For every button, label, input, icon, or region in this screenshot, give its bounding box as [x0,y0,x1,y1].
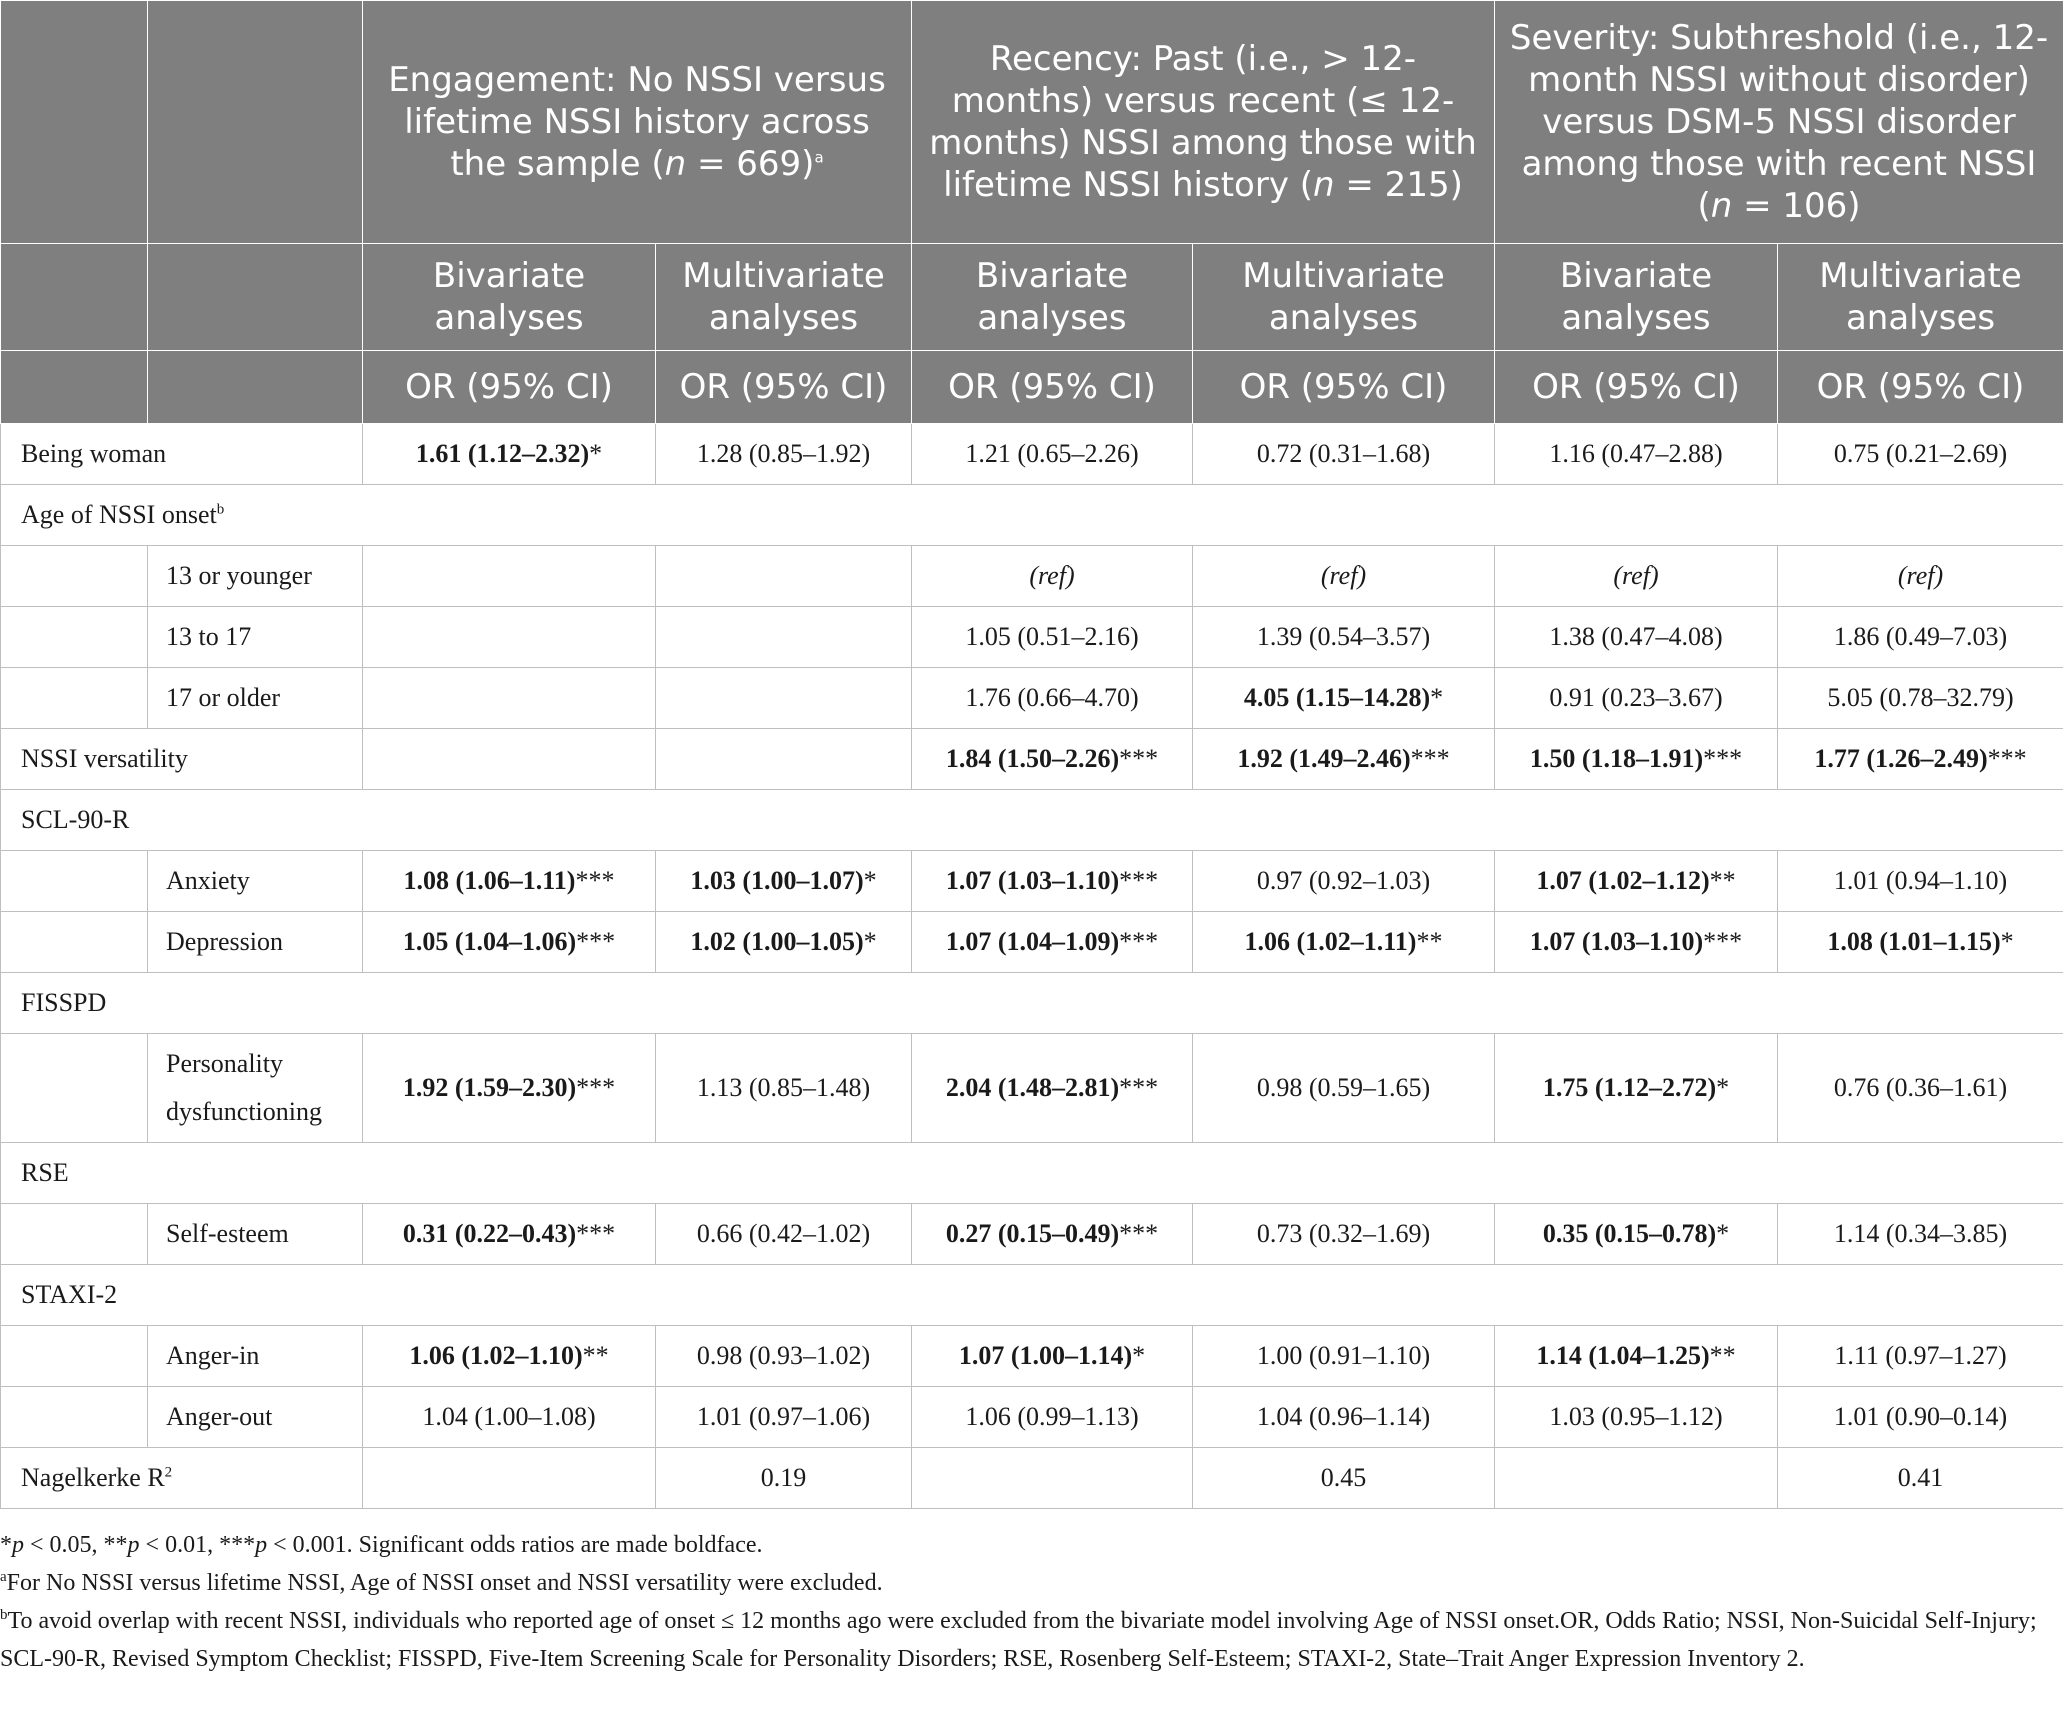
odds-ratio-cell: 1.16 (0.47–2.88) [1495,424,1778,485]
odds-ratio-cell: 1.08 (1.01–1.15)* [1778,912,2063,973]
odds-ratio-cell: 1.50 (1.18–1.91)*** [1495,729,1778,790]
row-label: Being woman [1,424,363,485]
odds-ratio-cell: 1.04 (0.96–1.14) [1193,1387,1495,1448]
odds-ratio-cell [363,607,656,668]
odds-ratio-cell: 1.07 (1.03–1.10)*** [912,851,1193,912]
significance-stars: ** [1416,927,1443,956]
significance-stars: ** [1709,1341,1736,1370]
row-sublabel: 13 to 17 [148,607,363,668]
section-label: STAXI-2 [1,1265,2063,1326]
header-blank-2 [148,1,363,244]
table-row [1,729,2063,790]
odds-ratio-cell: 0.35 (0.15–0.78)* [1495,1204,1778,1265]
odds-ratio-cell: 1.92 (1.59–2.30)*** [363,1034,656,1143]
odds-ratio-cell: 1.28 (0.85–1.92) [656,424,912,485]
odds-ratio-cell: 1.13 (0.85–1.48) [656,1034,912,1143]
odds-ratio-cell [363,668,656,729]
table-row [1,546,2063,607]
odds-ratio-cell: 1.01 (0.90–0.14) [1778,1387,2063,1448]
header-group-engagement: Engagement: No NSSI versus lifetime NSSI history across the sample (n = 669)$^a$ [363,1,912,244]
significance-stars: *** [576,1073,616,1102]
table-header [1,1,2063,424]
odds-ratio-cell: 1.00 (0.91–1.10) [1193,1326,1495,1387]
odds-ratio-cell: 0.72 (0.31–1.68) [1193,424,1495,485]
note-b: $^b$To avoid overlap with recent NSSI, individuals who reported age of onset ≤ 12 months ago were excluded from the bivariate model involving Age of NSSI onset.OR, Odds Ratio; NSSI, Non-Suicidal Self-Injury; SCL-90-R, Revised Symptom Checklist; FISSPD, Five-Item Screening Scale for Personality Disorders; RSE, Rosenberg Self-Esteem; STAXI-2, State–Trait Anger Expression Inventory 2. [0,1607,2037,1672]
table-row [1,790,2063,851]
odds-ratio-cell: 0.98 (0.59–1.65) [1193,1034,1495,1143]
indent-cell [1,1326,148,1387]
odds-ratio-cell [656,668,912,729]
odds-ratio-cell [363,546,656,607]
odds-ratio-cell: 0.19 [656,1448,912,1509]
row-sublabel: 13 or younger [148,546,363,607]
significance-stars: * [589,439,603,468]
odds-ratio-cell: 1.06 (1.02–1.11)** [1193,912,1495,973]
header-blank-6 [148,351,363,424]
odds-ratio-cell [912,1448,1193,1509]
odds-ratio-cell: 1.14 (1.04–1.25)** [1495,1326,1778,1387]
odds-ratio-cell: 0.73 (0.32–1.69) [1193,1204,1495,1265]
odds-ratio-cell [1495,1448,1778,1509]
odds-ratio-cell: 0.66 (0.42–1.02) [656,1204,912,1265]
significance-stars: *** [1987,744,2027,773]
section-label: Age of NSSI onset$^b$ [1,485,2063,546]
indent-cell [1,1204,148,1265]
header-analysis: Bivariate analyses [1495,244,1778,351]
odds-ratio-cell [363,1448,656,1509]
odds-ratio-cell: 1.21 (0.65–2.26) [912,424,1193,485]
odds-ratio-cell: 1.07 (1.02–1.12)** [1495,851,1778,912]
significance-stars: *** [575,866,615,895]
table-row [1,1034,2063,1143]
significance-stars: *** [1119,866,1159,895]
significance-stars: ** [1709,866,1736,895]
header-analysis: Bivariate analyses [912,244,1193,351]
odds-ratio-cell: 1.76 (0.66–4.70) [912,668,1193,729]
odds-ratio-cell [656,607,912,668]
header-analysis: Multivariate analyses [656,244,912,351]
indent-cell [1,1387,148,1448]
table-row [1,1448,2063,1509]
odds-ratio-cell [656,546,912,607]
odds-ratio-cell: 2.04 (1.48–2.81)*** [912,1034,1193,1143]
odds-ratio-cell: 1.61 (1.12–2.32)* [363,424,656,485]
indent-cell [1,668,148,729]
odds-ratio-cell: 0.97 (0.92–1.03) [1193,851,1495,912]
row-sublabel: Anger-out [148,1387,363,1448]
header-stat: OR (95% CI) [912,351,1193,424]
table-row [1,607,2063,668]
section-label: FISSPD [1,973,2063,1034]
row-sublabel: Anger-in [148,1326,363,1387]
odds-ratio-cell: 1.04 (1.00–1.08) [363,1387,656,1448]
section-label: RSE [1,1143,2063,1204]
indent-cell [1,1034,148,1143]
significance-stars: *** [1703,927,1743,956]
significance-stars: *** [1410,744,1450,773]
odds-ratio-cell: (ref) [1495,546,1778,607]
header-stat: OR (95% CI) [363,351,656,424]
header-stat: OR (95% CI) [1495,351,1778,424]
odds-ratio-cell: 1.05 (1.04–1.06)*** [363,912,656,973]
odds-ratio-cell: 0.45 [1193,1448,1495,1509]
odds-ratio-cell: 1.03 (1.00–1.07)* [656,851,912,912]
row-label: Nagelkerke $R^2$ [1,1448,363,1509]
significance-stars: * [863,866,877,895]
header-analysis: Bivariate analyses [363,244,656,351]
odds-ratio-cell: (ref) [1193,546,1495,607]
row-sublabel: 17 or older [148,668,363,729]
header-group-severity: Severity: Subthreshold (i.e., 12-month NSSI without disorder) versus DSM-5 NSSI disorder among those with recent NSSI (n = 106) [1495,1,2063,244]
odds-ratio-cell: 4.05 (1.15–14.28)* [1193,668,1495,729]
header-blank-5 [1,351,148,424]
table-row [1,1143,2063,1204]
significance-stars: *** [1119,744,1159,773]
table-row [1,1326,2063,1387]
header-analysis: Multivariate analyses [1778,244,2063,351]
table-row [1,973,2063,1034]
odds-ratio-cell: 1.77 (1.26–2.49)*** [1778,729,2063,790]
note-significance: *p < 0.05, **p < 0.01, ***p < 0.001. Significant odds ratios are made boldface. [0,1532,763,1558]
table-row [1,912,2063,973]
significance-stars: * [1132,1341,1146,1370]
odds-ratio-cell: 1.02 (1.00–1.05)* [656,912,912,973]
table-row [1,668,2063,729]
significance-stars: * [1716,1073,1730,1102]
header-blank-4 [148,244,363,351]
table-row [1,1387,2063,1448]
table-row [1,1204,2063,1265]
odds-ratio-cell: 1.07 (1.03–1.10)*** [1495,912,1778,973]
significance-stars: * [1716,1219,1730,1248]
odds-ratio-cell: 1.05 (0.51–2.16) [912,607,1193,668]
row-sublabel: Self-esteem [148,1204,363,1265]
odds-ratio-cell: 0.91 (0.23–3.67) [1495,668,1778,729]
significance-stars: *** [1119,1219,1159,1248]
significance-stars: ** [582,1341,609,1370]
significance-stars: *** [576,1219,616,1248]
table-row [1,1265,2063,1326]
note-a: $^a$For No NSSI versus lifetime NSSI, Age of NSSI onset and NSSI versatility were excluded. [0,1569,883,1596]
row-sublabel: Personality dysfunctioning [148,1034,363,1143]
odds-ratio-cell: 1.39 (0.54–3.57) [1193,607,1495,668]
odds-ratio-cell: 5.05 (0.78–32.79) [1778,668,2063,729]
odds-ratio-cell: 1.92 (1.49–2.46)*** [1193,729,1495,790]
table-row [1,851,2063,912]
odds-ratio-cell: 1.38 (0.47–4.08) [1495,607,1778,668]
header-stat: OR (95% CI) [1193,351,1495,424]
significance-stars: * [2000,927,2014,956]
odds-ratio-cell: 1.14 (0.34–3.85) [1778,1204,2063,1265]
odds-ratio-cell: 0.27 (0.15–0.49)*** [912,1204,1193,1265]
odds-ratio-cell: 1.08 (1.06–1.11)*** [363,851,656,912]
header-group-recency: Recency: Past (i.e., > 12-months) versus recent (≤ 12-months) NSSI among those with lifetime NSSI history (n = 215) [912,1,1495,244]
odds-ratio-cell: 0.31 (0.22–0.43)*** [363,1204,656,1265]
odds-ratio-cell: 0.41 [1778,1448,2063,1509]
significance-stars: *** [1703,744,1743,773]
odds-ratio-cell: 1.07 (1.00–1.14)* [912,1326,1193,1387]
odds-ratio-cell: (ref) [912,546,1193,607]
odds-ratio-cell: 1.84 (1.50–2.26)*** [912,729,1193,790]
odds-ratio-cell: 1.86 (0.49–7.03) [1778,607,2063,668]
odds-ratio-cell: 1.06 (0.99–1.13) [912,1387,1193,1448]
odds-ratio-cell: 1.03 (0.95–1.12) [1495,1387,1778,1448]
significance-stars: *** [1119,1073,1159,1102]
indent-cell [1,546,148,607]
significance-stars: * [863,927,877,956]
odds-ratio-cell: 0.76 (0.36–1.61) [1778,1034,2063,1143]
header-blank-3 [1,244,148,351]
odds-ratio-cell: 1.75 (1.12–2.72)* [1495,1034,1778,1143]
indent-cell [1,912,148,973]
section-label: SCL-90-R [1,790,2063,851]
odds-ratio-cell: 1.11 (0.97–1.27) [1778,1326,2063,1387]
row-label: NSSI versatility [1,729,363,790]
odds-ratio-cell [656,729,912,790]
header-stat: OR (95% CI) [656,351,912,424]
table-row [1,424,2063,485]
header-stat: OR (95% CI) [1778,351,2063,424]
odds-ratio-cell [363,729,656,790]
row-sublabel: Depression [148,912,363,973]
significance-stars: *** [1119,927,1159,956]
table-notes [0,1526,2055,1678]
odds-ratio-cell: 0.75 (0.21–2.69) [1778,424,2063,485]
header-analysis: Multivariate analyses [1193,244,1495,351]
significance-stars: * [1430,683,1444,712]
header-blank-1 [1,1,148,244]
table-body [1,424,2063,1509]
table-row [1,485,2063,546]
row-sublabel: Anxiety [148,851,363,912]
indent-cell [1,851,148,912]
odds-ratio-cell: 1.07 (1.04–1.09)*** [912,912,1193,973]
odds-ratio-cell: 0.98 (0.93–1.02) [656,1326,912,1387]
indent-cell [1,607,148,668]
significance-stars: *** [576,927,616,956]
odds-ratio-cell: (ref) [1778,546,2063,607]
odds-ratio-cell: 1.01 (0.94–1.10) [1778,851,2063,912]
odds-ratio-cell: 1.06 (1.02–1.10)** [363,1326,656,1387]
odds-ratio-cell: 1.01 (0.97–1.06) [656,1387,912,1448]
